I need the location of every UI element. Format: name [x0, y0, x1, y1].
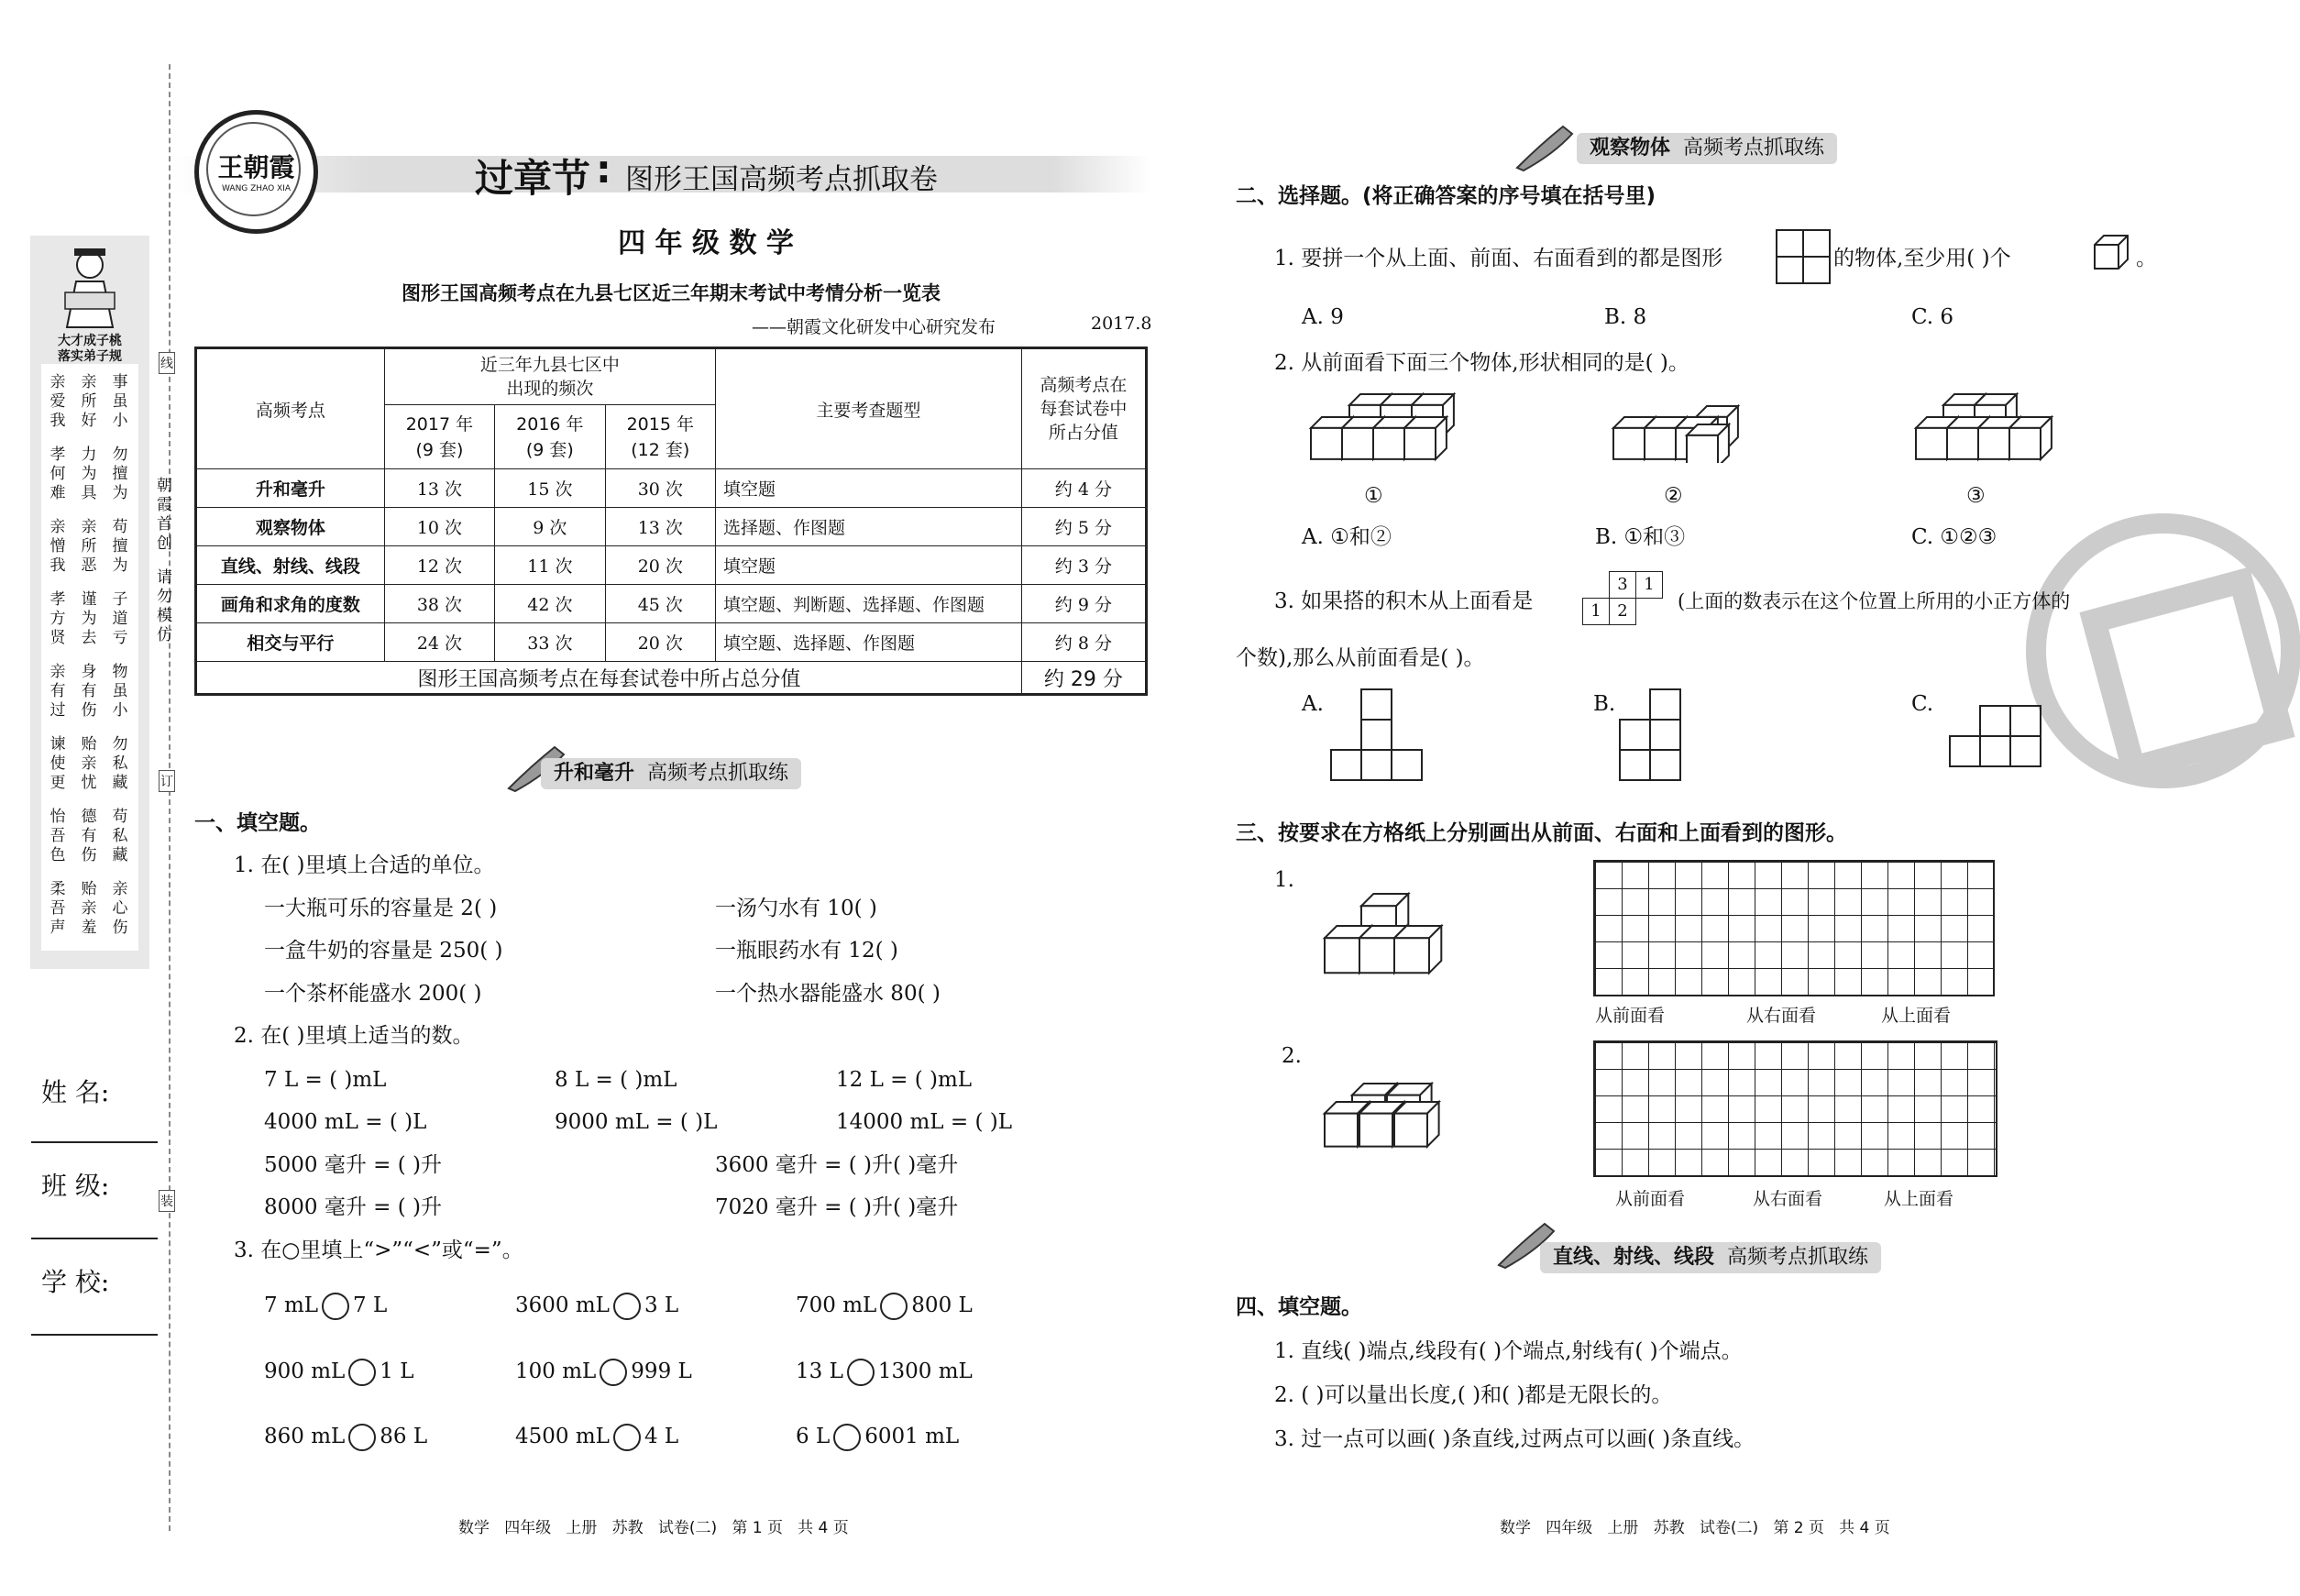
p2-q1-b: 的物体,至少用( )个	[1833, 247, 2011, 270]
p2-q3-b: (上面的数表示在这个位置上所用的小正方体的	[1678, 590, 2071, 612]
compare-circle[interactable]	[348, 1359, 376, 1386]
compare-left: 700 mL	[796, 1293, 877, 1317]
solid-figure-draw-2	[1315, 1082, 1462, 1155]
poem-box	[41, 364, 138, 951]
table-cell-share: 约 3 分	[1021, 546, 1146, 585]
table-year: 2017.8	[1091, 314, 1152, 334]
table-row	[196, 546, 1147, 585]
compare-right: 999 L	[631, 1359, 692, 1383]
q2-item: 4000 mL = ( )L	[264, 1110, 427, 1134]
table-cell-point: 升和毫升	[196, 469, 385, 508]
binding-line	[169, 64, 171, 1531]
compare-left: 7 mL	[264, 1293, 319, 1317]
q3-option: A.	[1302, 692, 1324, 716]
compare-circle[interactable]	[600, 1359, 627, 1386]
brand-sub: WANG ZHAO XIA	[222, 184, 291, 193]
q2-item: 8 L = ( )mL	[555, 1068, 677, 1092]
th-2015-sets: (12 套)	[631, 439, 690, 460]
q2-item: 12 L = ( )mL	[836, 1068, 973, 1092]
th-freq-line2: 出现的频次	[506, 379, 594, 399]
top-view-cell: 2	[1609, 598, 1636, 625]
compare-item	[264, 1291, 387, 1320]
q2-item: 5000 毫升 = ( )升	[264, 1153, 442, 1177]
q2-option: A. ①和②	[1302, 525, 1392, 549]
poem-phrase: 亲有过	[50, 663, 66, 720]
grid-label: 从前面看	[1615, 1189, 1686, 1209]
compare-right: 4 L	[644, 1425, 679, 1448]
poem-phrase: 亲心伤	[112, 880, 128, 937]
page1-footer: 数学 四年级 上册 苏教 试卷(二) 第 1 页 共 4 页	[458, 1519, 849, 1537]
p2-q3-c: 个数),那么从前面看是( )。	[1236, 646, 1485, 670]
exam-stats-table	[194, 347, 1148, 696]
section-tag-capacity-bold: 升和毫升	[554, 762, 635, 785]
solid-figure-draw-1	[1315, 889, 1462, 990]
table-cell-types: 填空题、选择题、作图题	[716, 623, 1022, 662]
table-title: 图形王国高频考点在九县七区近三年期末考试中考情分析一览表	[402, 282, 941, 304]
brand-name: 王朝霞	[217, 152, 295, 182]
poem-phrase: 谨为去	[81, 590, 97, 647]
sec2-title: 二、选择题。(将正确答案的序号填在括号里)	[1236, 184, 1656, 208]
poem-phrase: 身有伤	[81, 663, 97, 720]
poem-phrase: 亲爱我	[50, 373, 66, 430]
motto-panel	[30, 236, 149, 969]
table-cell-y2016: 11 次	[495, 546, 605, 585]
sec1-title: 一、填空题。	[194, 811, 321, 835]
poem-phrase: 勿私藏	[112, 735, 128, 792]
table-cell-y2017: 12 次	[384, 546, 494, 585]
name-label: 姓 名:	[41, 1077, 110, 1107]
front-view-c	[1948, 704, 2044, 770]
q1-item: 一个热水器能盛水 80( )	[715, 982, 941, 1006]
poem-phrase: 贻亲忧	[81, 735, 97, 792]
poem-phrase: 苟擅为	[112, 518, 128, 575]
th-2016	[495, 405, 605, 469]
compare-circle[interactable]	[847, 1359, 875, 1386]
th-types: 主要考查题型	[716, 348, 1022, 469]
brand-logo	[194, 110, 318, 234]
compare-item	[515, 1357, 692, 1386]
table-row	[196, 585, 1147, 623]
table-cell-y2016: 42 次	[495, 585, 605, 623]
cube	[1394, 1102, 1439, 1147]
s4-item: 1. 直线( )端点,线段有( )个端点,射线有( )个端点。	[1274, 1339, 1743, 1363]
subject-title: 四 年 级 数 学	[618, 227, 794, 259]
table-cell-y2017: 38 次	[384, 585, 494, 623]
compare-left: 13 L	[796, 1359, 843, 1383]
table-cell-y2015: 20 次	[605, 623, 715, 662]
th-2016-sets: (9 套)	[525, 439, 574, 460]
table-cell-y2017: 24 次	[384, 623, 494, 662]
section-tag-observe	[1577, 133, 1837, 164]
poem-phrase: 德有伤	[81, 808, 97, 864]
table-cell-y2015: 45 次	[605, 585, 715, 623]
table-cell-y2016: 9 次	[495, 508, 605, 546]
poem-phrase: 亲憎我	[50, 518, 66, 575]
p2-q1-c: 。	[2136, 247, 2157, 270]
brush-icon	[1513, 117, 1577, 172]
poem-phrase: 物虽小	[112, 663, 128, 720]
class-line[interactable]	[31, 1238, 158, 1239]
cube	[2009, 417, 2052, 459]
section-tag-capacity-rest: 高频考点抓取练	[647, 762, 789, 785]
class-label: 班 级:	[41, 1171, 110, 1201]
compare-circle[interactable]	[613, 1424, 641, 1451]
table-row	[196, 508, 1147, 546]
table-cell-y2017: 10 次	[384, 508, 494, 546]
compare-left: 4500 mL	[515, 1425, 610, 1448]
q1-item: 一瓶眼药水有 12( )	[715, 939, 898, 963]
q2-item: 14000 mL = ( )L	[836, 1110, 1012, 1134]
compare-item	[264, 1422, 427, 1451]
compare-item	[515, 1422, 678, 1451]
compare-right: 86 L	[380, 1425, 428, 1448]
cube	[1394, 926, 1441, 973]
poem-phrase: 谏使更	[50, 735, 66, 792]
q2-option: C. ①②③	[1911, 525, 1997, 549]
compare-right: 3 L	[644, 1293, 679, 1317]
motto-line-2: 落实弟子规	[58, 349, 122, 364]
q2-item: 9000 mL = ( )L	[555, 1110, 718, 1134]
p1-q1: 1. 在( )里填上合适的单位。	[234, 853, 495, 877]
table-cell-point: 直线、射线、线段	[196, 546, 385, 585]
table-cell-y2016: 33 次	[495, 623, 605, 662]
compare-right: 7 L	[353, 1293, 388, 1317]
cube	[1687, 424, 1729, 463]
section-tag-observe-rest: 高频考点抓取练	[1683, 137, 1825, 160]
th-2017-year: 2017 年	[405, 413, 474, 435]
compare-circle[interactable]	[322, 1293, 349, 1320]
compare-right: 800 L	[911, 1293, 973, 1317]
poem-phrase: 子道亏	[112, 590, 128, 647]
total-value: 约 29 分	[1021, 662, 1146, 695]
table-cell-share: 约 4 分	[1021, 469, 1146, 508]
grid-label: 从上面看	[1881, 1006, 1952, 1026]
table-cell-y2016: 15 次	[495, 469, 605, 508]
page2-footer: 数学 四年级 上册 苏教 试卷(二) 第 2 页 共 4 页	[1500, 1519, 1890, 1537]
front-view-b	[1618, 688, 1687, 784]
table-cell-types: 填空题、判断题、选择题、作图题	[716, 585, 1022, 623]
poem-phrase: 孝何难	[50, 446, 66, 502]
draw-problem-1: 1.	[1274, 868, 1294, 892]
s4-item: 3. 过一点可以画( )条直线,过两点可以画( )条直线。	[1274, 1427, 1755, 1451]
compare-circle[interactable]	[880, 1293, 908, 1320]
th-2017-sets: (9 套)	[415, 439, 464, 460]
p1-q3: 3. 在○里填上“>”“<”或“=”。	[234, 1238, 523, 1262]
poem-phrase: 苟私藏	[112, 808, 128, 864]
th-share-l1: 高频考点在	[1040, 375, 1128, 395]
solid-figure-1	[1302, 390, 1503, 463]
section-tag-lines	[1540, 1242, 1881, 1273]
solid-figure-3	[1907, 390, 2108, 463]
section-tag-observe-bold: 观察物体	[1590, 137, 1671, 160]
spine-mark-3: 装	[159, 1190, 175, 1212]
draw-problem-2: 2.	[1282, 1044, 1302, 1068]
table-cell-share: 约 8 分	[1021, 623, 1146, 662]
poem-phrase: 贻亲羞	[81, 880, 97, 937]
spine-mark-1: 线	[159, 352, 175, 374]
cube	[1404, 417, 1447, 459]
compare-right: 6001 mL	[864, 1425, 960, 1448]
poem-phrase: 孝方贤	[50, 590, 66, 647]
th-share-l2: 每套试卷中	[1040, 399, 1128, 419]
poem-phrase: 柔吾声	[50, 880, 66, 937]
name-line[interactable]	[31, 1141, 158, 1143]
grid-label: 从上面看	[1884, 1189, 1954, 1209]
drawing-grid-2[interactable]	[1593, 1040, 1997, 1177]
compare-item	[796, 1357, 973, 1386]
table-cell-point: 相交与平行	[196, 623, 385, 662]
table-row	[196, 623, 1147, 662]
th-2015-year: 2015 年	[626, 413, 694, 435]
table-cell-y2015: 20 次	[605, 546, 715, 585]
th-share	[1021, 348, 1146, 469]
title-colon: :	[596, 147, 611, 192]
compare-right: 1 L	[380, 1359, 414, 1383]
top-view-cell: 1	[1582, 598, 1610, 625]
q3-option: B.	[1593, 692, 1616, 716]
top-view-grid	[1581, 571, 1664, 626]
table-cell-point: 观察物体	[196, 508, 385, 546]
compare-left: 860 mL	[264, 1425, 346, 1448]
th-point: 高频考点	[196, 348, 385, 469]
q3-option: C.	[1911, 692, 1934, 716]
p2-q3-a: 3. 如果搭的积木从上面看是	[1274, 589, 1534, 613]
poem-phrase: 勿擅为	[112, 446, 128, 502]
title-rest: 图形王国高频考点抓取卷	[625, 163, 938, 196]
drawing-grid-1[interactable]	[1593, 860, 1995, 996]
th-freq	[384, 348, 715, 405]
q2-item: 7020 毫升 = ( )升( )毫升	[715, 1195, 959, 1219]
poem-phrase: 亲所恶	[81, 518, 97, 575]
fig-label: ③	[1966, 484, 1986, 508]
th-2017	[384, 405, 494, 469]
th-freq-line1: 近三年九县七区中	[479, 355, 620, 375]
section-tag-capacity	[541, 758, 801, 789]
table-cell-share: 约 9 分	[1021, 585, 1146, 623]
table-cell-share: 约 5 分	[1021, 508, 1146, 546]
q2-item: 3600 毫升 = ( )升( )毫升	[715, 1153, 959, 1177]
table-row	[196, 469, 1147, 508]
compare-left: 3600 mL	[515, 1293, 610, 1317]
sec4-title: 四、填空题。	[1236, 1295, 1362, 1319]
grid-label: 从右面看	[1753, 1189, 1823, 1209]
poem-phrase: 亲所好	[81, 373, 97, 430]
compare-item	[264, 1357, 414, 1386]
q1-option: B. 8	[1604, 305, 1647, 329]
square-figure-icon	[1776, 229, 1831, 284]
school-line[interactable]	[31, 1334, 158, 1336]
scholar-icon	[58, 245, 122, 332]
grid-label: 从右面看	[1746, 1006, 1817, 1026]
school-label: 学 校:	[41, 1267, 110, 1297]
table-cell-point: 画角和求角的度数	[196, 585, 385, 623]
compare-left: 100 mL	[515, 1359, 597, 1383]
poem-phrase: 力为具	[81, 446, 97, 502]
fig-label: ②	[1664, 484, 1683, 508]
total-label: 图形王国高频考点在每套试卷中所占总分值	[196, 662, 1022, 695]
compare-left: 900 mL	[264, 1359, 346, 1383]
section-tag-lines-bold: 直线、射线、线段	[1553, 1246, 1715, 1269]
p2-q1-a: 1. 要拼一个从上面、前面、右面看到的都是图形	[1274, 247, 1723, 270]
grid-label: 从前面看	[1595, 1006, 1666, 1026]
motto-line-1: 大才成子桃	[58, 334, 122, 348]
sec3-title: 三、按要求在方格纸上分别画出从前面、右面和上面看到的图形。	[1236, 821, 1847, 845]
top-view-cell: 1	[1635, 571, 1663, 599]
q2-item: 7 L = ( )mL	[264, 1068, 387, 1092]
table-cell-y2017: 13 次	[384, 469, 494, 508]
front-view-a	[1329, 688, 1425, 784]
q1-item: 一大瓶可乐的容量是 2( )	[264, 897, 498, 920]
cube-icon	[2093, 234, 2129, 270]
q1-option: C. 6	[1911, 305, 1954, 329]
table-cell-y2015: 13 次	[605, 508, 715, 546]
compare-item	[796, 1422, 959, 1451]
compare-right: 1300 mL	[877, 1359, 973, 1383]
poem-phrase: 怡吾色	[50, 808, 66, 864]
table-cell-types: 填空题	[716, 546, 1022, 585]
compare-item	[515, 1291, 678, 1320]
th-2016-year: 2016 年	[516, 413, 584, 435]
q2-option: B. ①和③	[1595, 525, 1686, 549]
th-share-l3: 所占分值	[1048, 423, 1118, 443]
spine-text-a: 朝霞首创	[153, 477, 171, 554]
solid-figure-2	[1604, 390, 1806, 463]
compare-circle[interactable]	[348, 1424, 376, 1451]
compare-circle[interactable]	[613, 1293, 641, 1320]
q1-item: 一个茶杯能盛水 200( )	[264, 982, 482, 1006]
compare-item	[796, 1291, 973, 1320]
fig-label: ①	[1364, 484, 1383, 508]
watermark-seal	[2026, 513, 2300, 788]
spine-text-b: 请勿模仿	[153, 568, 171, 645]
s4-item: 2. ( )可以量出长度,( )和( )都是无限长的。	[1274, 1383, 1673, 1407]
top-view-cell: 3	[1609, 571, 1636, 599]
table-cell-types: 填空题	[716, 469, 1022, 508]
q1-item: 一汤勺水有 10( )	[715, 897, 877, 920]
title-main: 过章节	[475, 156, 591, 201]
q1-option: A. 9	[1302, 305, 1344, 329]
compare-left: 6 L	[796, 1425, 831, 1448]
p2-q2: 2. 从前面看下面三个物体,形状相同的是( )。	[1274, 351, 1689, 375]
table-source: ——朝霞文化研发中心研究发布	[752, 317, 996, 337]
p1-q2: 2. 在( )里填上适当的数。	[234, 1024, 474, 1048]
section-tag-lines-rest: 高频考点抓取练	[1727, 1246, 1869, 1269]
table-cell-types: 选择题、作图题	[716, 508, 1022, 546]
q2-item: 8000 毫升 = ( )升	[264, 1195, 442, 1219]
compare-circle[interactable]	[833, 1424, 861, 1451]
spine-mark-2: 订	[159, 770, 175, 792]
table-cell-y2015: 30 次	[605, 469, 715, 508]
th-2015	[605, 405, 715, 469]
q1-item: 一盒牛奶的容量是 250( )	[264, 939, 503, 963]
poem-phrase: 事虽小	[112, 373, 128, 430]
